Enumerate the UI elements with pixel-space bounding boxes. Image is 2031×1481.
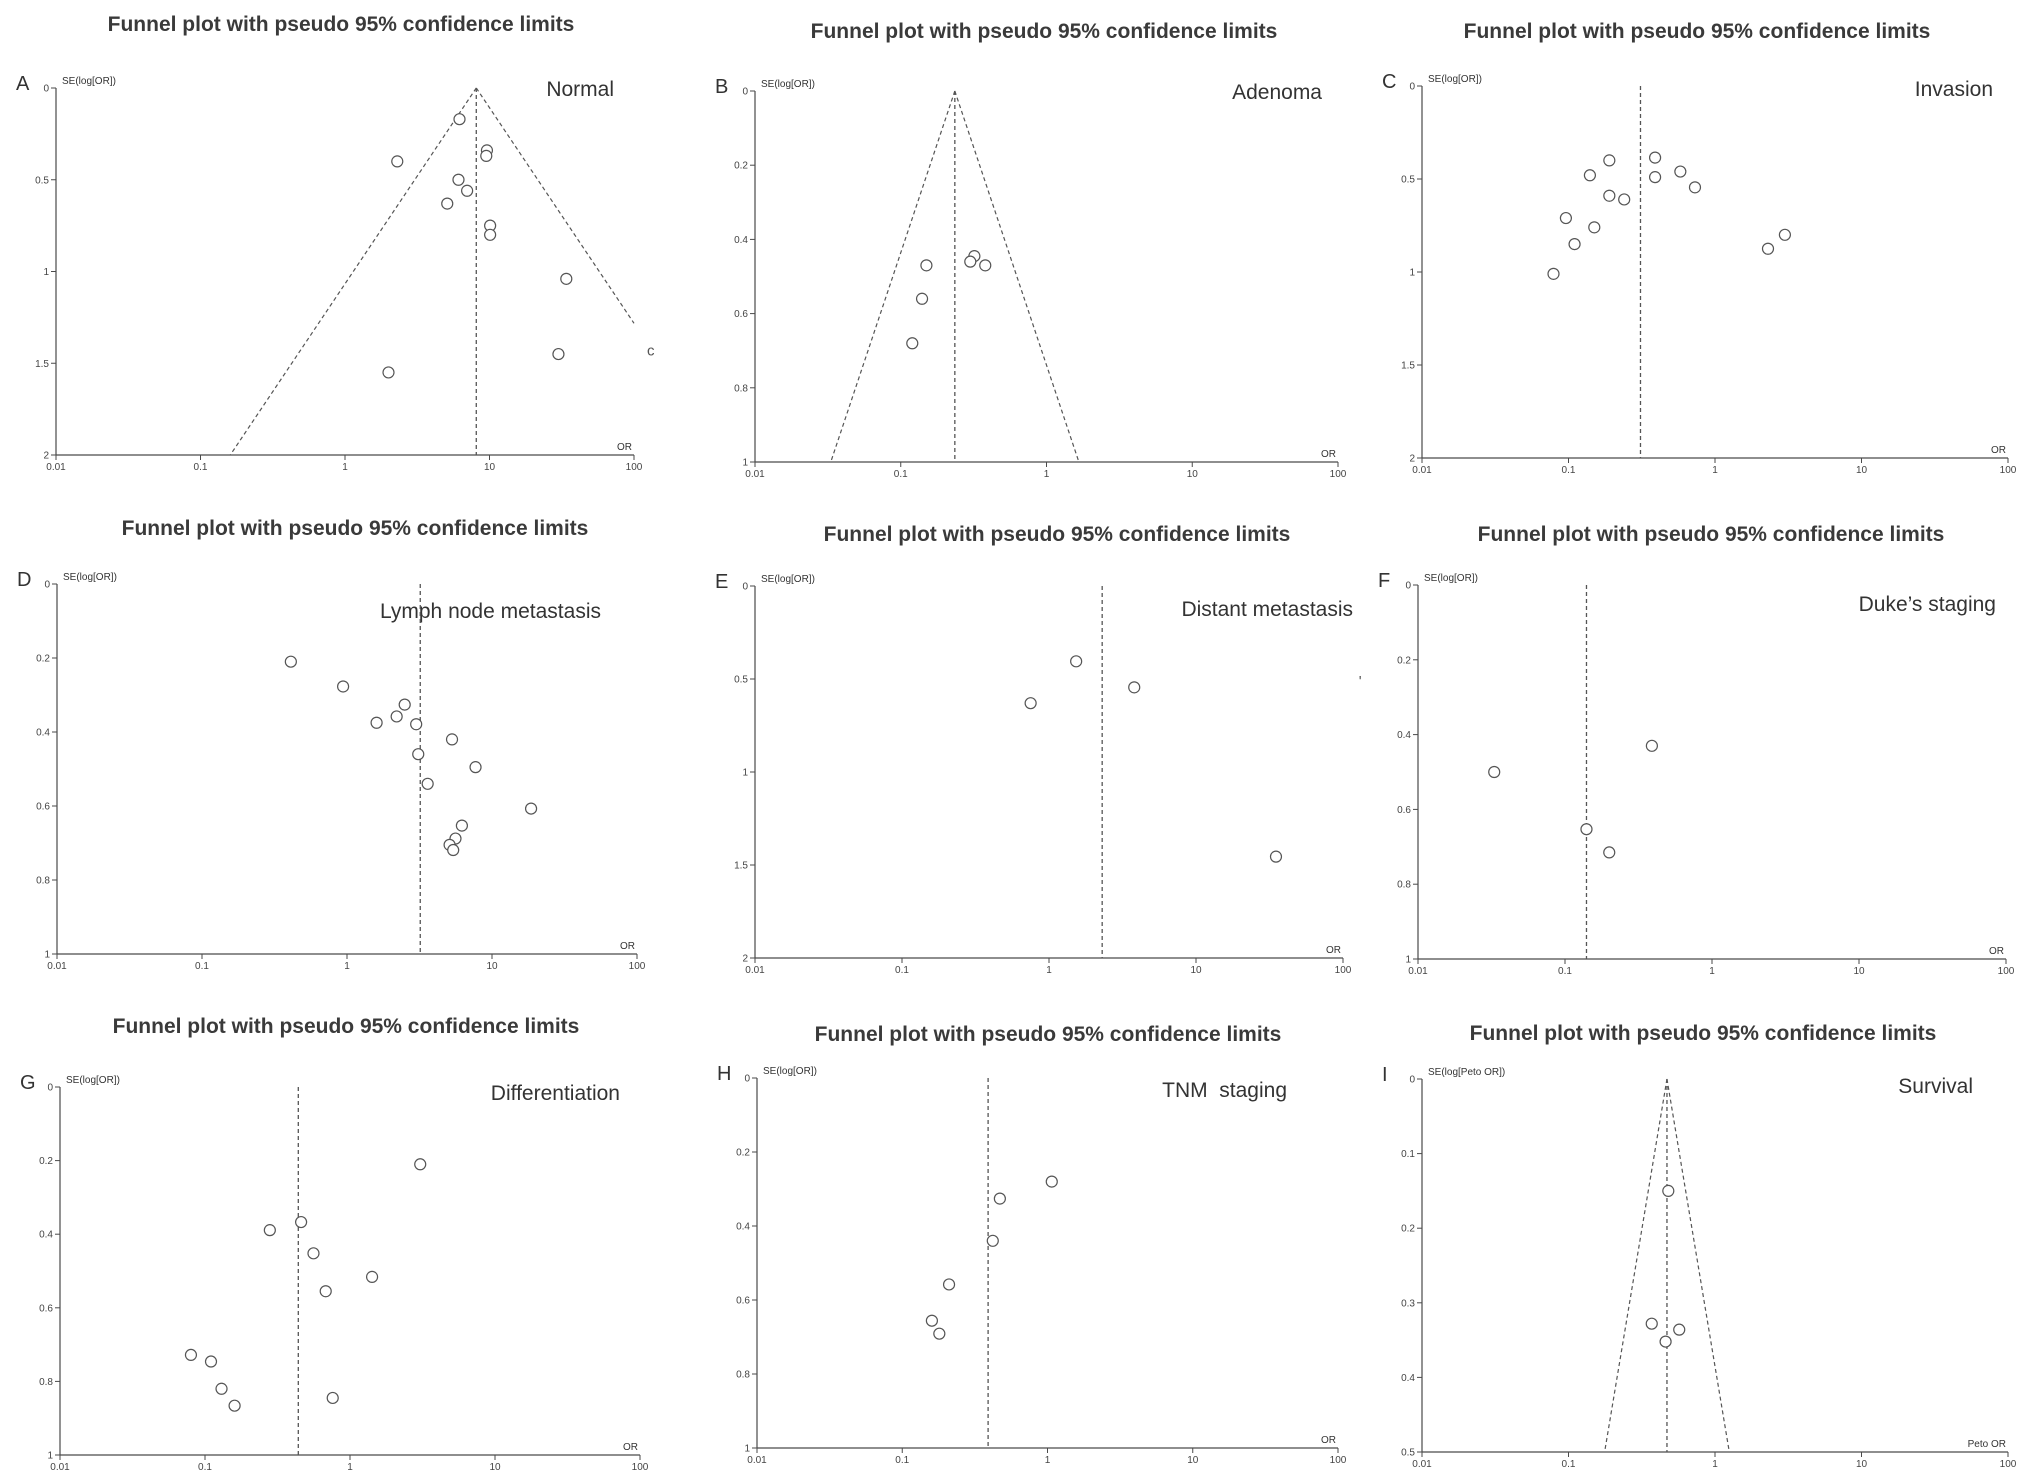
study-point xyxy=(454,114,465,125)
x-tick-label: 0.01 xyxy=(47,961,67,972)
x-tick-label: 1 xyxy=(1044,1455,1051,1466)
study-point xyxy=(399,699,410,710)
y-tick-label: 0 xyxy=(47,1082,53,1094)
plot-label: Adenoma xyxy=(1232,81,1322,104)
panel-letter: G xyxy=(20,1072,36,1094)
y-tick-label: 0.2 xyxy=(734,160,748,172)
y-tick-label: 0.2 xyxy=(1397,655,1411,667)
panel-letter: E xyxy=(715,571,729,593)
study-point xyxy=(308,1248,319,1259)
x-tick-label: 0.01 xyxy=(1408,966,1428,977)
study-point xyxy=(453,174,464,185)
study-point xyxy=(327,1392,338,1403)
study-point xyxy=(1650,152,1661,163)
x-tick-label: 100 xyxy=(631,1462,649,1473)
x-tick-label: 10 xyxy=(1855,1459,1868,1470)
study-point xyxy=(1071,656,1082,667)
x-tick-label: 100 xyxy=(1329,1455,1347,1466)
study-point xyxy=(296,1217,307,1228)
x-axis-title: OR xyxy=(617,442,632,453)
plot-label: TNM staging xyxy=(1162,1079,1287,1102)
y-tick-label: 0.2 xyxy=(36,653,50,665)
y-tick-label: 0.3 xyxy=(1401,1298,1415,1310)
study-point xyxy=(934,1328,945,1339)
study-point xyxy=(987,1235,998,1246)
annotation-mark: c xyxy=(646,342,655,360)
y-tick-label: 0.8 xyxy=(734,383,748,395)
study-point xyxy=(367,1271,378,1282)
x-tick-label: 0.1 xyxy=(195,961,209,972)
study-point xyxy=(1489,767,1500,778)
study-point xyxy=(185,1349,196,1360)
study-point xyxy=(462,185,473,196)
study-point xyxy=(1779,229,1790,240)
x-tick-label: 0.1 xyxy=(1558,966,1572,977)
study-point xyxy=(980,260,991,271)
y-tick-label: 0.5 xyxy=(35,175,49,187)
y-tick-label: 0.1 xyxy=(1401,1149,1415,1161)
y-tick-label: 0.2 xyxy=(39,1156,53,1168)
y-tick-label: 1 xyxy=(1405,954,1411,966)
y-tick-label: 1.5 xyxy=(734,860,748,872)
y-tick-label: 0 xyxy=(43,83,49,95)
panel-letter: H xyxy=(717,1063,732,1085)
y-axis-title: SE(log[OR]) xyxy=(1424,573,1478,584)
x-axis-title: OR xyxy=(1326,945,1341,956)
plot-title: Funnel plot with pseudo 95% confidence limits xyxy=(814,1023,1282,1046)
x-tick-label: 10 xyxy=(1187,1455,1199,1466)
x-tick-label: 10 xyxy=(483,462,496,473)
study-point xyxy=(1560,213,1571,224)
plot-label: Duke’s staging xyxy=(1858,593,1996,616)
y-tick-label: 0.4 xyxy=(736,1221,750,1233)
study-point xyxy=(1604,190,1615,201)
x-tick-label: 100 xyxy=(625,462,643,473)
y-axis-title: SE(log[OR]) xyxy=(63,572,117,583)
study-point xyxy=(1581,824,1592,835)
y-tick-label: 0.6 xyxy=(36,801,50,813)
study-point xyxy=(1674,1324,1685,1335)
panel-letter: A xyxy=(16,73,30,95)
study-point xyxy=(1650,172,1661,183)
y-tick-label: 1.5 xyxy=(1401,360,1415,372)
y-tick-label: 0.8 xyxy=(39,1376,53,1388)
x-tick-label: 0.01 xyxy=(1412,1459,1432,1470)
x-axis-title: OR xyxy=(1989,946,2004,957)
plot-label: Survival xyxy=(1898,1075,1973,1098)
x-axis-title: OR xyxy=(620,941,635,952)
x-tick-label: 0.1 xyxy=(895,1455,910,1466)
study-point xyxy=(1025,698,1036,709)
y-tick-label: 0 xyxy=(1405,580,1411,592)
x-tick-label: 1 xyxy=(344,961,350,972)
plot-title: Funnel plot with pseudo 95% confidence limits xyxy=(1463,20,1931,43)
panel-letter: I xyxy=(1382,1064,1388,1086)
study-point xyxy=(442,198,453,209)
y-tick-label: 0.6 xyxy=(736,1295,750,1307)
study-point xyxy=(320,1286,331,1297)
x-axis-title: OR xyxy=(623,1442,638,1453)
study-point xyxy=(1604,847,1615,858)
y-tick-label: 0.6 xyxy=(734,309,748,321)
study-point xyxy=(1660,1336,1671,1347)
x-tick-label: 100 xyxy=(1999,465,2017,476)
study-point xyxy=(1646,740,1657,751)
study-point xyxy=(383,367,394,378)
study-point xyxy=(1589,222,1600,233)
y-tick-label: 0.2 xyxy=(736,1147,750,1159)
panel-letter: C xyxy=(1382,71,1397,93)
y-tick-label: 1 xyxy=(744,1443,750,1455)
study-point xyxy=(392,156,403,167)
x-tick-label: 10 xyxy=(1855,465,1868,476)
study-point xyxy=(481,150,492,161)
panel-letter: B xyxy=(715,76,729,98)
annotation-mark: ' xyxy=(1358,672,1362,690)
x-tick-label: 0.01 xyxy=(1412,465,1432,476)
y-tick-label: 0 xyxy=(1409,1074,1415,1086)
study-point xyxy=(1675,166,1686,177)
x-tick-label: 100 xyxy=(1334,965,1352,976)
study-point xyxy=(1548,268,1559,279)
y-tick-label: 2 xyxy=(1409,453,1415,465)
y-tick-label: 1 xyxy=(1409,267,1415,279)
plot-title: Funnel plot with pseudo 95% confidence limits xyxy=(1469,1022,1937,1045)
y-tick-label: 0.8 xyxy=(736,1369,750,1381)
x-tick-label: 1 xyxy=(1712,465,1718,476)
study-point xyxy=(413,749,424,760)
y-tick-label: 0.8 xyxy=(1397,879,1411,891)
y-tick-label: 0 xyxy=(742,581,748,593)
x-tick-label: 0.1 xyxy=(193,462,208,473)
study-point xyxy=(1663,1185,1674,1196)
study-point xyxy=(264,1225,275,1236)
x-tick-label: 1 xyxy=(1043,469,1050,480)
x-tick-label: 10 xyxy=(486,961,498,972)
x-axis-title: OR xyxy=(1991,445,2006,456)
study-point xyxy=(1604,155,1615,166)
x-tick-label: 1 xyxy=(1709,966,1715,977)
study-point xyxy=(907,338,918,349)
study-point xyxy=(561,273,572,284)
y-tick-label: 1 xyxy=(43,267,49,278)
study-point xyxy=(415,1159,426,1170)
x-tick-label: 0.01 xyxy=(745,965,765,976)
y-axis-title: SE(log[OR]) xyxy=(1428,74,1482,85)
y-tick-label: 0.6 xyxy=(1397,804,1411,816)
y-tick-label: 0 xyxy=(44,579,50,591)
study-point xyxy=(447,734,458,745)
y-tick-label: 0.4 xyxy=(36,727,50,739)
x-axis-title: OR xyxy=(1321,449,1336,460)
x-tick-label: 0.01 xyxy=(46,462,66,473)
plot-label: Distant metastasis xyxy=(1181,598,1353,621)
y-tick-label: 0.4 xyxy=(39,1229,53,1241)
x-tick-label: 100 xyxy=(1999,1459,2017,1470)
panel-letter: F xyxy=(1378,570,1391,592)
y-tick-label: 1 xyxy=(44,949,50,961)
panel-letter: D xyxy=(17,569,32,591)
x-tick-label: 0.1 xyxy=(893,469,908,480)
study-point xyxy=(917,293,928,304)
y-tick-label: 1 xyxy=(742,767,748,779)
x-tick-label: 100 xyxy=(1997,966,2015,977)
y-tick-label: 2 xyxy=(742,953,748,965)
x-tick-label: 0.01 xyxy=(50,1462,70,1473)
study-point xyxy=(944,1279,955,1290)
study-point xyxy=(422,778,433,789)
x-tick-label: 0.1 xyxy=(1561,465,1576,476)
study-point xyxy=(470,762,481,773)
study-point xyxy=(965,256,976,267)
plot-label: Differentiation xyxy=(490,1082,620,1105)
x-tick-label: 10 xyxy=(1853,966,1865,977)
y-tick-label: 0.4 xyxy=(1401,1372,1415,1384)
study-point xyxy=(1270,851,1281,862)
study-point xyxy=(1046,1176,1057,1187)
x-tick-label: 0.1 xyxy=(1561,1459,1576,1470)
x-axis-title: OR xyxy=(1321,1435,1336,1446)
study-point xyxy=(1646,1318,1657,1329)
y-tick-label: 1 xyxy=(47,1450,53,1462)
y-tick-label: 0.2 xyxy=(1401,1223,1415,1235)
x-tick-label: 1 xyxy=(1046,965,1052,976)
study-point xyxy=(526,803,537,814)
x-tick-label: 1 xyxy=(342,462,348,473)
y-tick-label: 0.5 xyxy=(1401,174,1415,186)
plot-title: Funnel plot with pseudo 95% confidence limits xyxy=(810,20,1278,43)
x-tick-label: 1 xyxy=(1712,1459,1718,1470)
study-point xyxy=(485,229,496,240)
x-tick-label: 10 xyxy=(1190,965,1202,976)
y-axis-title: SE(log[OR]) xyxy=(62,76,116,87)
y-tick-label: 0.5 xyxy=(734,674,748,686)
study-point xyxy=(1762,243,1773,254)
x-tick-label: 0.01 xyxy=(747,1455,767,1466)
y-axis-title: SE(log[OR]) xyxy=(761,79,815,90)
y-tick-label: 0 xyxy=(1409,81,1415,93)
study-point xyxy=(1584,170,1595,181)
plot-label: Lymph node metastasis xyxy=(379,600,601,623)
y-tick-label: 0.5 xyxy=(1401,1447,1415,1459)
x-tick-label: 0.1 xyxy=(198,1462,212,1473)
study-point xyxy=(285,656,296,667)
y-tick-label: 0.4 xyxy=(1397,730,1411,742)
y-tick-label: 0.8 xyxy=(36,875,50,887)
study-point xyxy=(229,1400,240,1411)
x-tick-label: 10 xyxy=(489,1462,501,1473)
study-point xyxy=(448,845,459,856)
study-point xyxy=(1619,194,1630,205)
study-point xyxy=(391,711,402,722)
study-point xyxy=(994,1193,1005,1204)
y-tick-label: 0.4 xyxy=(734,234,748,246)
study-point xyxy=(921,260,932,271)
plot-label: Invasion xyxy=(1914,78,1993,101)
study-point xyxy=(1129,682,1140,693)
study-point xyxy=(926,1315,937,1326)
x-tick-label: 1 xyxy=(347,1462,353,1473)
y-tick-label: 2 xyxy=(43,450,49,462)
y-tick-label: 0 xyxy=(742,86,748,98)
study-point xyxy=(456,820,467,831)
study-point xyxy=(216,1383,227,1394)
y-axis-title: SE(log[OR]) xyxy=(66,1075,120,1086)
y-axis-title: SE(log[Peto OR]) xyxy=(1428,1067,1506,1078)
y-tick-label: 1 xyxy=(742,457,748,469)
study-point xyxy=(1689,182,1700,193)
y-tick-label: 1.5 xyxy=(35,358,49,370)
x-axis-title: Peto OR xyxy=(1967,1439,2006,1450)
y-tick-label: 0.6 xyxy=(39,1303,53,1315)
study-point xyxy=(411,719,422,730)
study-point xyxy=(553,349,564,360)
y-tick-label: 0 xyxy=(744,1073,750,1085)
x-tick-label: 0.01 xyxy=(745,469,765,480)
plot-title: Funnel plot with pseudo 95% confidence limits xyxy=(121,517,589,540)
plot-title: Funnel plot with pseudo 95% confidence limits xyxy=(823,523,1291,546)
plot-title: Funnel plot with pseudo 95% confidence limits xyxy=(107,13,575,36)
y-axis-title: SE(log[OR]) xyxy=(763,1066,817,1077)
study-point xyxy=(206,1356,217,1367)
x-tick-label: 10 xyxy=(1186,469,1198,480)
x-tick-label: 0.1 xyxy=(895,965,909,976)
study-point xyxy=(338,681,349,692)
plot-title: Funnel plot with pseudo 95% confidence limits xyxy=(1477,523,1945,546)
y-axis-title: SE(log[OR]) xyxy=(761,574,815,585)
x-tick-label: 100 xyxy=(1329,469,1347,480)
x-tick-label: 100 xyxy=(628,961,646,972)
plot-label: Normal xyxy=(546,78,614,101)
plot-title: Funnel plot with pseudo 95% confidence limits xyxy=(112,1015,580,1038)
study-point xyxy=(1569,239,1580,250)
study-point xyxy=(371,717,382,728)
